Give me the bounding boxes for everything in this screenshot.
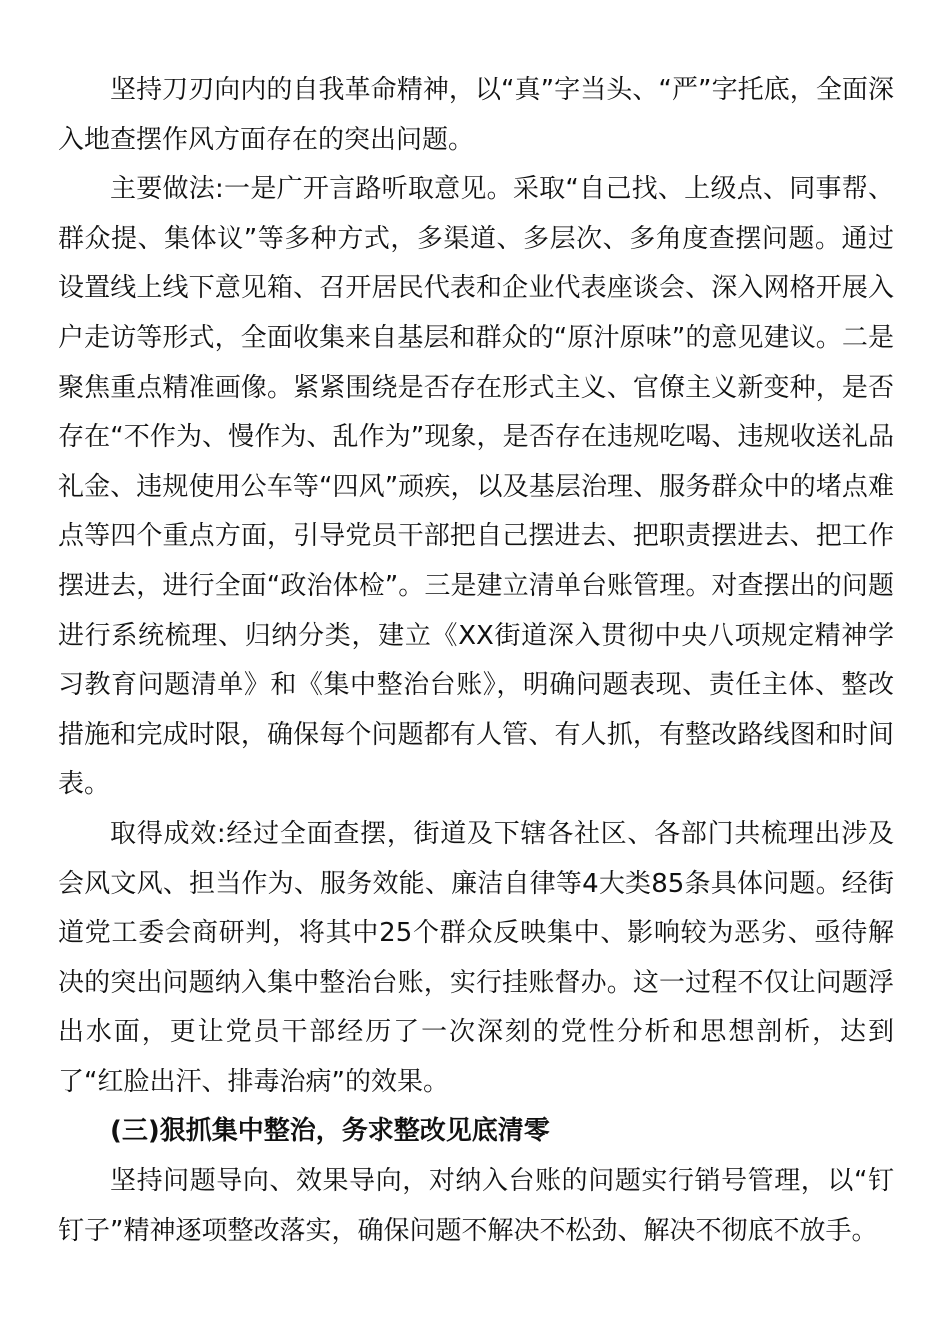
paragraph-main-practices: 主要做法:一是广开言路听取意见。采取“自己找、上级点、同事帮、群众提、集体议”等多种方式，多渠道、多层次、多角度查摆问题。通过设置线上线下意见箱、召开居民代表和企业代表座谈会、深入网格开展入户走访等形式，全面收集来自基层和群众的“原汁原味”的意见建议。二是聚焦重点精准画像。紧紧围绕是否存在形式主义、官僚主义新变种，是否存在“不作为、慢作为、乱作为”现象，是否存在违规吃喝、违规收送礼品礼金、违规使用公车等“四风”顽疾，以及基层治理、服务群众中的堵点难点等四个重点方面，引导党员干部把自己摆进去、把职责摆进去、把工作摆进去，进行全面“政治体检”。三是建立清单台账管理。对查摆出的问题进行系统梳理、归纳分类，建立《XX街道深入贯彻中央八项规定精神学习教育问题清单》和《集中整治台账》，明确问题表现、责任主体、整改措施和完成时限，确保每个问题都有人管、有人抓，有整改路线图和时间表。 (58, 174, 894, 800)
paragraph-results: 取得成效:经过全面查摆，街道及下辖各社区、各部门共梳理出涉及会风文风、担当作为、服务效能、廉洁自律等4大类85条具体问题。经街道党工委会商研判，将其中25个群众反映集中、影响较为恶劣、亟待解决的突出问题纳入集中整治台账，实行挂账督办。这一过程不仅让问题浮出水面，更让党员干部经历了一次深刻的党性分析和思想剖析，达到了“红脸出汗、排毒治病”的效果。 (58, 818, 894, 1097)
paragraph-self-revolution: 坚持刀刃向内的自我革命精神，以“真”字当头、“严”字托底，全面深入地查摆作风方面存在的突出问题。 (58, 75, 894, 155)
section-heading-rectification: (三)狠抓集中整治，务求整改见底清零 (110, 1116, 550, 1147)
paragraph-problem-orientation: 坚持问题导向、效果导向，对纳入台账的问题实行销号管理，以“钉钉子”精神逐项整改落实，确保问题不解决不松劲、解决不彻底不放手。 (58, 1166, 894, 1246)
